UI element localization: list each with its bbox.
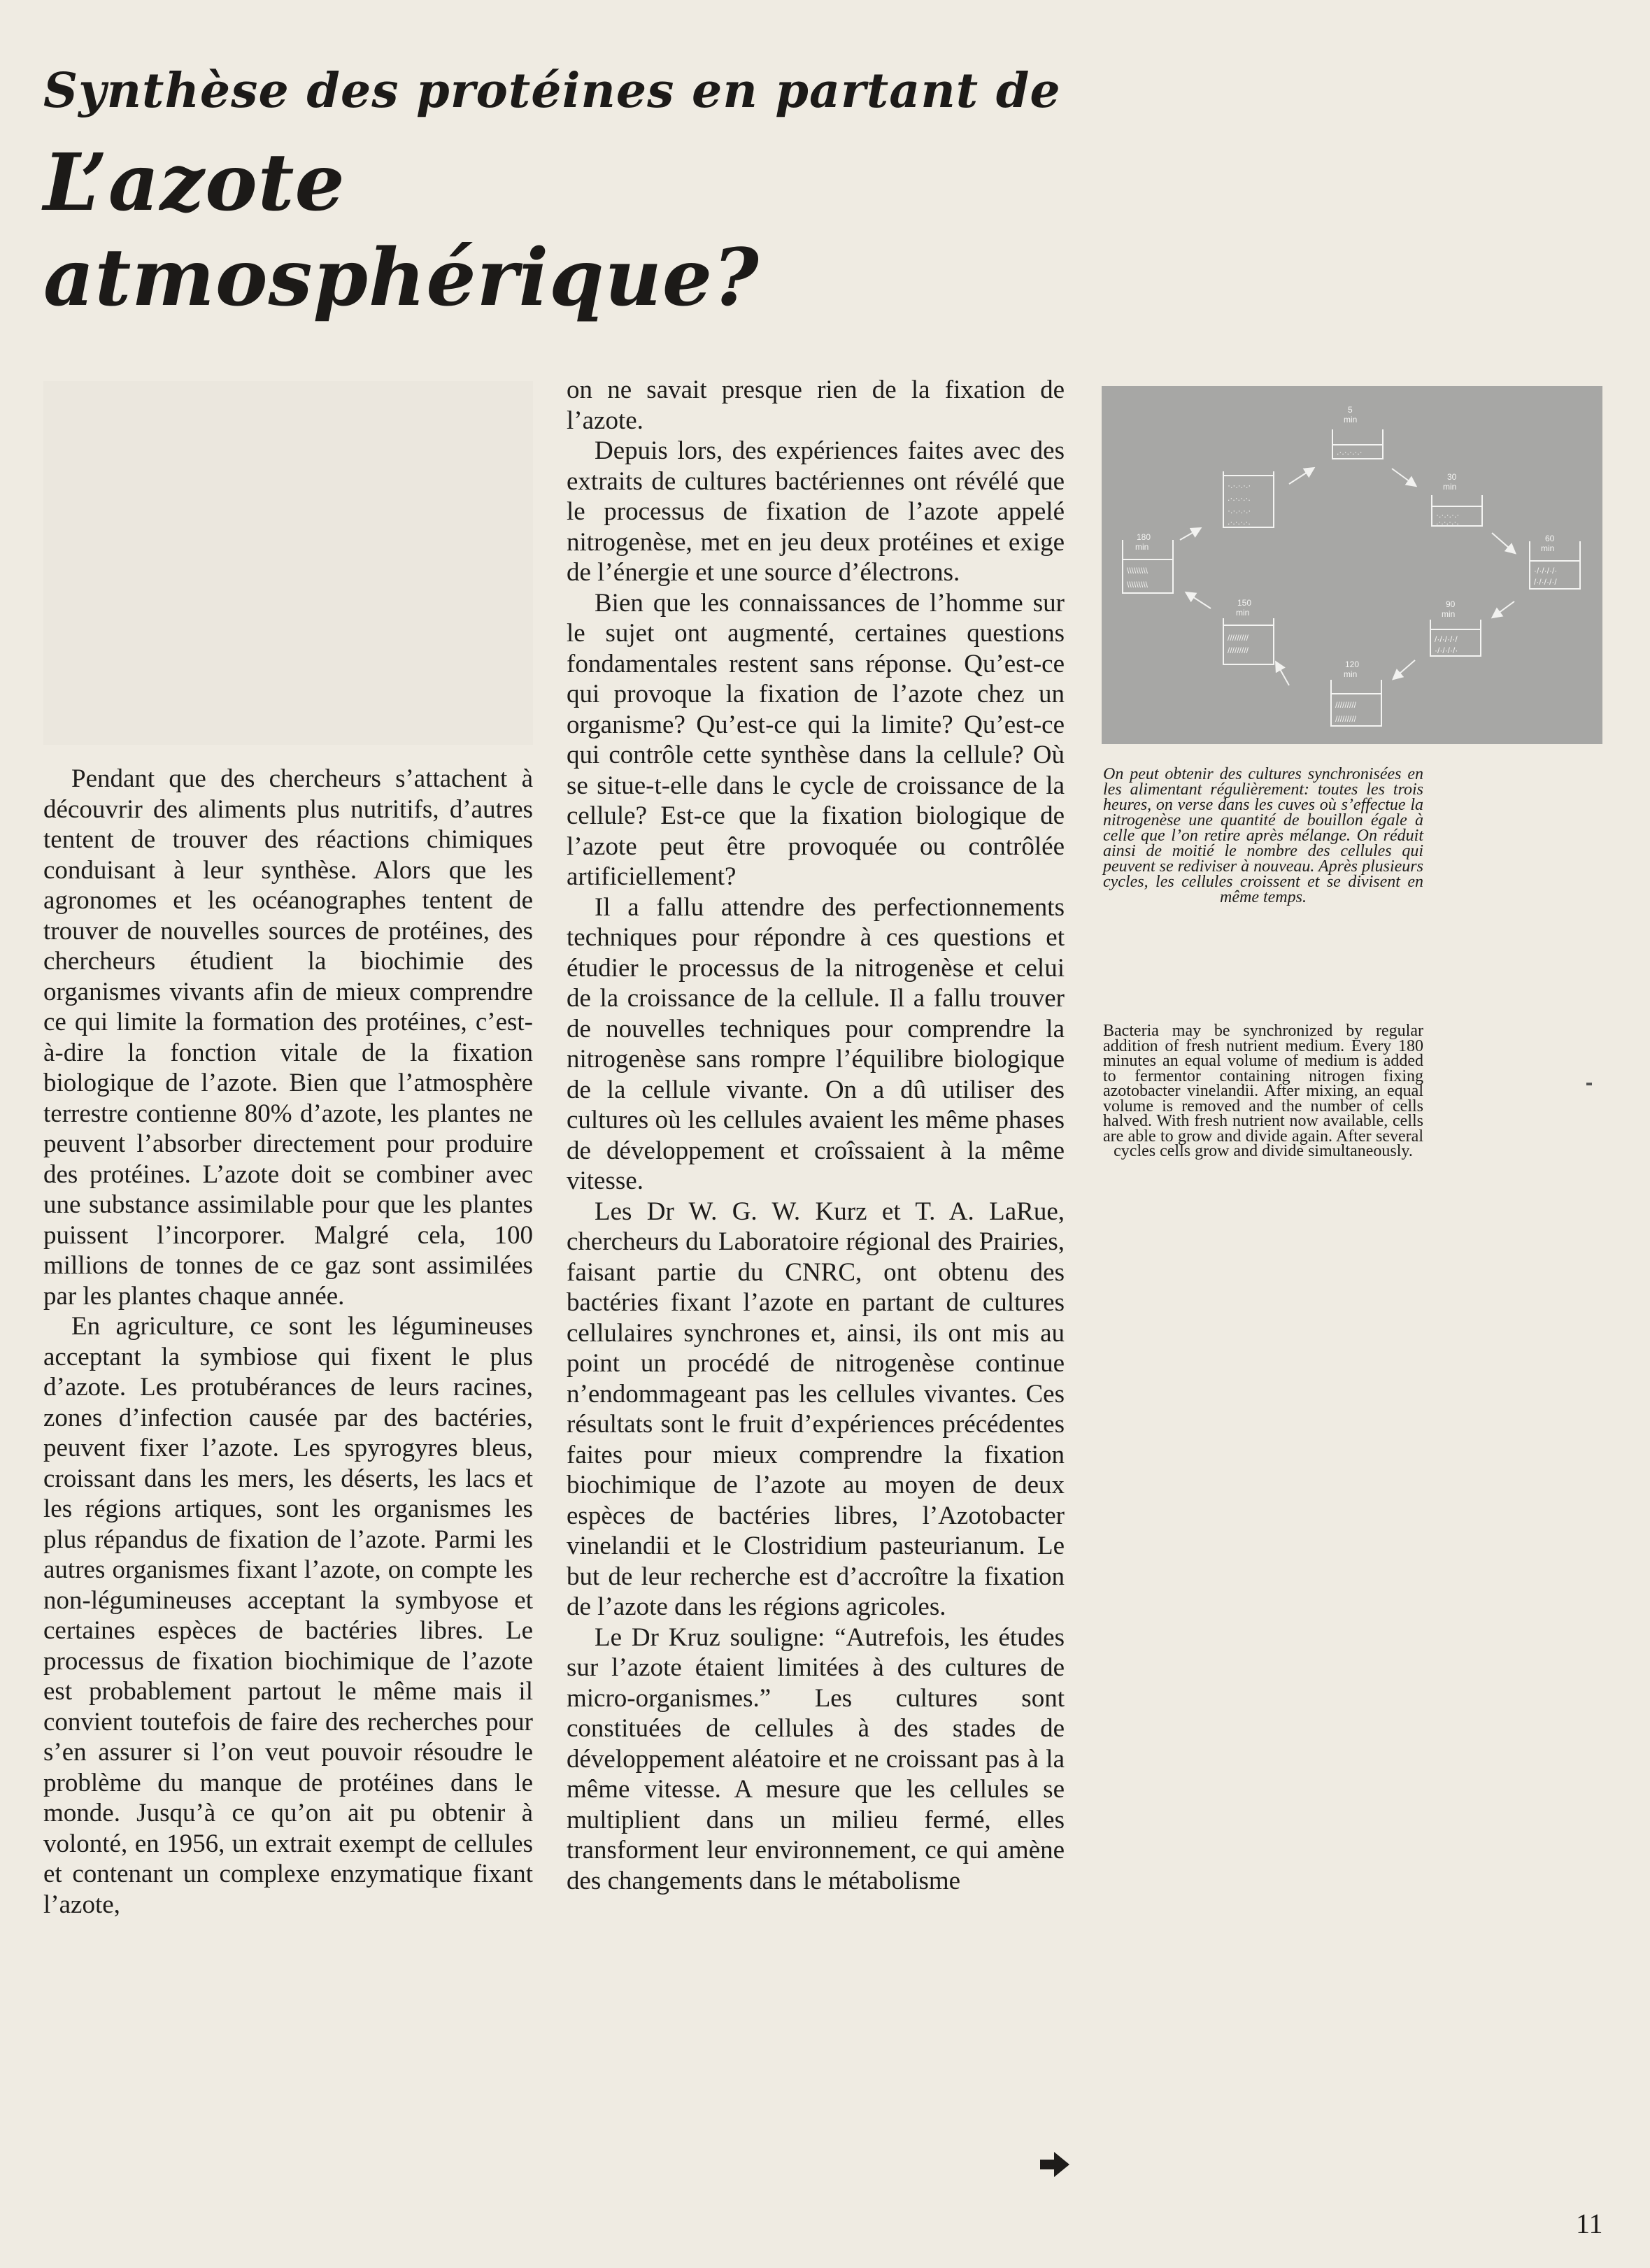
svg-text:\\\\\\\\\: \\\\\\\\\ (1127, 580, 1148, 590)
svg-text:/·/·/·/·/: /·/·/·/·/ (1534, 577, 1557, 587)
svg-text:.·.·.·.·.: .·.·.·.·. (1436, 517, 1459, 527)
svg-text:min: min (1135, 542, 1149, 552)
arrow (1180, 529, 1200, 540)
culture-vessel (1223, 598, 1274, 664)
svg-text:180: 180 (1137, 532, 1151, 542)
svg-text:60: 60 (1545, 534, 1555, 543)
arrow (1187, 593, 1211, 608)
arrow-right-icon (1039, 2150, 1071, 2179)
svg-text:/·/·/·/·/: /·/·/·/·/ (1435, 634, 1458, 644)
page-number: 11 (1576, 2208, 1603, 2239)
arrow (1289, 469, 1313, 484)
svg-text:·.·.·.·.·: ·.·.·.·.· (1436, 510, 1460, 520)
arrow (1276, 663, 1289, 685)
synchronized-culture-diagram (1102, 386, 1602, 744)
svg-text:min: min (1541, 543, 1555, 553)
paragraph: on ne savait presque rien de la fixation de l’azote. (567, 376, 1065, 435)
svg-text:·.·.·.·.·: ·.·.·.·.· (1228, 480, 1251, 490)
svg-text:30: 30 (1447, 472, 1457, 482)
paragraph: Depuis lors, des expériences faites avec des extraits de cultures bactériennes ont révélé que le processus de fixation de l’azote appelé nitrogenèse, met en jeu deux protéines et exige de l’énergie et une source d’électrons. (567, 436, 1065, 587)
paragraph: Le Dr Kruz souligne: “Autrefois, les études sur l’azote étaient limitées à des cultures de micro-organismes.” Les cultures sont constituées de cellules à des stades de développement aléatoire et ne croissant pas à la même vitesse. A mesure que les cellules se multiplient dans un milieu fermé, elles transforment leur environnement, ce qui amène des changements dans le métabolisme (567, 1622, 1065, 1895)
svg-text:min: min (1344, 415, 1358, 425)
title-line-2: atmosphérique? (43, 232, 760, 324)
svg-text:90: 90 (1446, 599, 1456, 609)
svg-text:min: min (1443, 482, 1457, 492)
culture-vessel (1332, 405, 1383, 459)
svg-text:.·.·.·.·.·: .·.·.·.·.· (1337, 447, 1363, 457)
svg-text:.·.·.·.·.: .·.·.·.·. (1228, 517, 1251, 527)
margin-mark (1586, 1083, 1592, 1085)
caption-english: Bacteria may be synchronized by regular addition of fresh nutrient medium. Every 180 minutes an equal volume of medium is added to fermentor containing nitrogen fixing azotobacter vinelandii. After mixing, an equal volume is removed and the number of cells halved. With fresh nutrient now available, cells are able to grow and divide again. After several cycles cells grow and divide simultaneously. (1103, 1022, 1423, 1160)
culture-vessel (1432, 472, 1482, 527)
culture-vessel (1223, 471, 1274, 527)
svg-text:min: min (1344, 669, 1358, 679)
culture-vessel (1430, 599, 1481, 656)
svg-text:min: min (1442, 609, 1456, 619)
svg-text:5: 5 (1348, 405, 1353, 415)
title-line-1: L’azote (43, 137, 346, 229)
svg-text://///////: ///////// (1335, 714, 1357, 724)
photo-placeholder (43, 381, 533, 745)
svg-text:·/·/·/·/·: ·/·/·/·/· (1435, 646, 1458, 655)
svg-text:min: min (1236, 608, 1250, 618)
article-title (43, 136, 1093, 326)
svg-text://///////: ///////// (1228, 633, 1249, 643)
arrow (1392, 469, 1415, 485)
paragraph: Pendant que des chercheurs s’attachent à découvrir des aliments plus nutritifs, d’autres tentent de trouver des réactions chimiques conduisant à leur synthèse. Alors que les agronomes et les océanographes tentent de trouver de nouvelles sources de protéines, des chercheurs étudient la biochimie des organismes vivants afin de mieux comprendre ce qui limite la formation des protéines, c’est-à-dire la fonction vitale de la fixation biologique de l’azote. Bien que l’atmosphère terrestre contienne 80% d’azote, les plantes ne peuvent l’absorber directement pour produire des protéines. L’azote doit se combiner avec une substance assimilable pour que les plantes puissent l’incorporer. Malgré cela, 100 millions de tonnes de ce gaz sont assimilées par les plantes chaque année. (43, 764, 533, 1311)
paragraph: Les Dr W. G. W. Kurz et T. A. LaRue, chercheurs du Laboratoire régional des Prairies, faisant partie du CNRC, ont obtenu des bactéries fixant l’azote en partant de cultures cellulaires synchrones et, ainsi, ils ont mis au point un procédé de nitrogenèse continue n’endommageant pas les cellules vivantes. Ces résultats sont le fruit d’expériences précédentes faites pour mieux comprendre la fixation biochimique de l’azote au moyen de deux espèces de bactéries libres, l’Azotobacter vinelandii et le Clostridium pasteurianum. Le but de leur recherche est d’accroître la fixation de l’azote dans les régions agricoles. (567, 1197, 1065, 1621)
culture-vessel (1331, 659, 1381, 726)
arrow (1394, 660, 1415, 678)
paragraph: Bien que les connaissances de l’homme sur le sujet ont augmenté, certaines questions fondamentales restent sans réponse. Qu’est-ce qui provoque la fixation de l’azote chez un organisme? Qu’est-ce qui la limite? Qu’est-ce qui contrôle cette synthèse dans la cellule? Où se situe-t-elle dans le cycle de croissance de la cellule? Est-ce que la fixation biologique de l’azote peut être provoquée ou contrôlée artificiellement? (567, 588, 1065, 891)
svg-text:.·.·.·.·.: .·.·.·.·. (1228, 493, 1251, 503)
cycle-diagram-svg (1102, 386, 1602, 744)
article-column-2 (567, 375, 1065, 1896)
culture-vessel (1530, 534, 1580, 589)
svg-text:·.·.·.·.·: ·.·.·.·.· (1228, 506, 1251, 515)
paragraph: Il a fallu attendre des perfectionnements techniques pour répondre à ces questions et étudier le processus de la nitrogenèse et celui de la croissance de la cellule. Il a fallu trouver de nouvelles techniques pour comprendre la nitrogenèse sans rompre l’équilibre biologique de la cellule vivante. On a dû utiliser des cultures où les cellules avaient les même phases de développement et croîssaient à la même vitesse. (567, 892, 1065, 1195)
svg-text:150: 150 (1237, 598, 1252, 608)
article-column-1 (43, 764, 533, 1920)
arrow (1493, 601, 1514, 617)
culture-vessel (1123, 532, 1173, 593)
caption-french: On peut obtenir des cultures synchronisées en les alimentant régulièrement: toutes les trois heures, on verse dans les cuves où s’effectue la nitrogenèse une quantité de bouillon égale à celle que l’on retire après mélange. On réduit ainsi de moitié le nombre des cellules qui peuvent se rediviser à nouveau. Après plusieurs cycles, les cellules croissent et se divisent en même temps. (1103, 765, 1423, 906)
svg-text:·/·/·/·/·: ·/·/·/·/· (1534, 566, 1558, 576)
paragraph: En agriculture, ce sont les légumineuses acceptant la symbiose qui fixent le plus d’azote. Les protubérances de leurs racines, zones d’infection causée par des bactéries, peuvent fixer l’azote. Les spyrogyres bleus, croissant dans les mers, les déserts, les lacs et les régions artiques, sont les organismes les plus répandus de fixation de l’azote. Parmi les autres organismes fixant l’azote, on compte les non-légumineuses acceptant la symbyose et certaines espèces de bactéries libres. Le processus de fixation biochimique de l’azote est probablement partout le même mais il convient toutefois de faire des recherches pour s’en assurer si l’on veut pouvoir résoudre le problème du manque de protéines dans le monde. Jusqu’à ce qu’on ait pu obtenir à volonté, en 1956, un extrait exempt de cellules et contenant un complexe enzymatique fixant l’azote, (43, 1312, 533, 1919)
svg-text://///////: ///////// (1335, 700, 1357, 710)
svg-text:120: 120 (1345, 659, 1360, 669)
article-kicker: Synthèse des protéines en partant de (43, 63, 1061, 119)
svg-text:\\\\\\\\\: \\\\\\\\\ (1127, 566, 1148, 576)
svg-text://///////: ///////// (1228, 646, 1249, 655)
arrow (1492, 533, 1514, 552)
